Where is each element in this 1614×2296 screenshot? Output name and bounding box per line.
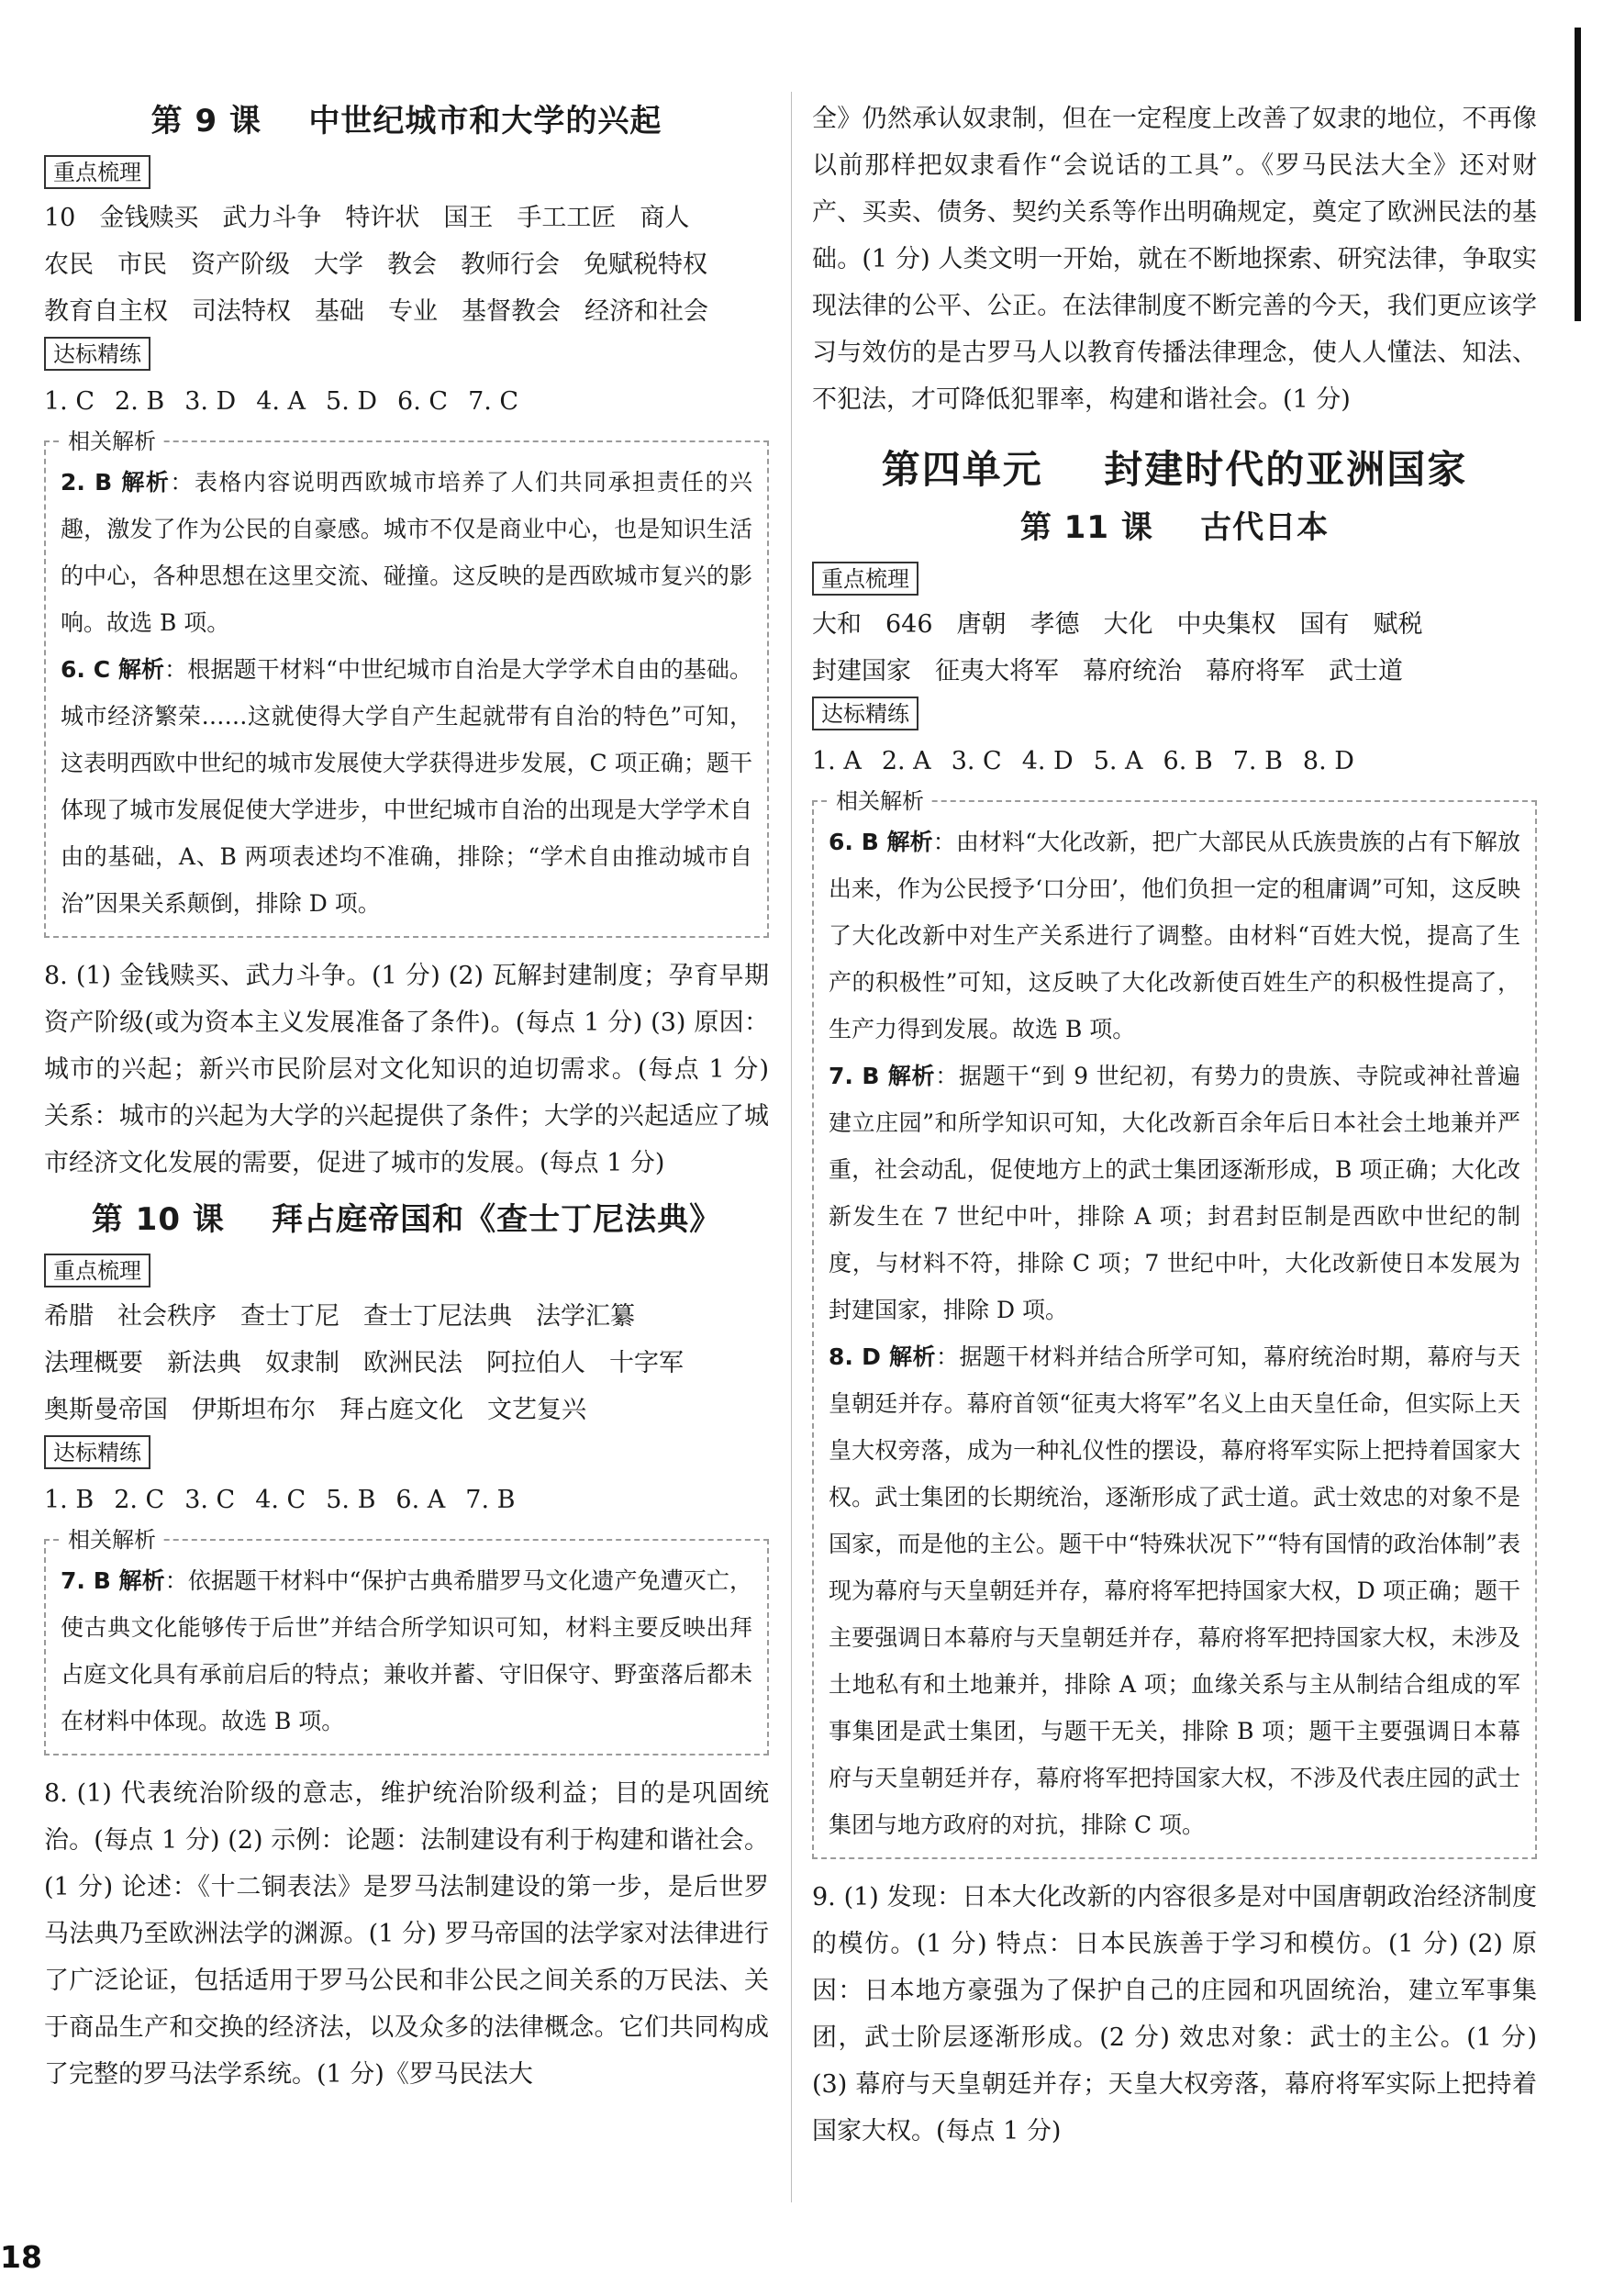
lesson-11-keyword-item: 大和 [812,610,862,639]
lesson-11-title: 第 11 课 古代日本 [1019,509,1330,546]
lesson-11-keyword-item: 幕府统治 [1083,657,1182,685]
lesson-9-answer-item: 4. A [256,387,306,416]
lesson-11-analysis-item: 6. B 解析：由材料“大化改新，把广大部民从氏族贵族的占有下解放出来，作为公民授予‘口分田’，他们负担一定的租庸调”可知，这反映了大化改新中对生产关系进行了调整。由材料“百姓大悦，提高了生产的积极性”可知，这反映了大化改新使百姓生产的积极性提高了，生产力得到发展。故选 B 项。 [829,829,1520,1042]
lesson-10-question-8-continued: 全》仍然承认奴隶制，但在一定程度上改善了奴隶的地位，不再像以前那样把奴隶看作“会说话的工具”。《罗马民法大全》还对财产、买卖、债务、契约关系等作出明确规定，奠定了欧洲民法的基础。(1 分) 人类文明一开始，就在不断地探索、研究法律，争取实现法律的公平、公正。在法律制度不断完善的今天，我们更应该学习与效仿的是古罗马人以教育传播法律理念，使人人懂法、知法、不犯法，才可降低犯罪率，构建和谐社会。(1 分) [812,105,1537,414]
lesson-9-keyword-item: 教师行会 [461,251,560,279]
lesson-11-answer-item: 4. D [1021,747,1074,775]
lesson-11-answer-item: 5. A [1093,747,1143,775]
lesson-10-title: 第 10 课 拜占庭帝国和《查士丁尼法典》 [91,1201,722,1238]
lesson-9-answer-item: 5. D [326,387,378,416]
lesson-9-keyword-item: 专业 [388,297,438,326]
lesson-9-keyword-item: 基础 [315,297,364,326]
unit-4-title: 第四单元 封建时代的亚洲国家 [881,447,1468,492]
lesson-10-key-points-label: 重点梳理 [44,1254,150,1287]
lesson-10-answers [44,1478,769,1522]
lesson-9-question-8: 8. (1) 金钱赎买、武力斗争。(1 分) (2) 瓦解封建制度；孕育早期资产阶级(或为资本主义发展准备了条件)。(每点 1 分) (3) 原因：城市的兴起；新兴市民阶层对文化知识的迫切需求。(每点 1 分) 关系：城市的兴起为大学的兴起提供了条件；大学的兴起适应了城市经济文化发展的需要，促进了城市的发展。(每点 1 分) [44,962,769,1177]
lesson-9-keyword-item: 大学 [314,251,363,279]
lesson-11-answer-item: 2. A [881,747,931,775]
lesson-10-keyword-item: 查士丁尼法典 [363,1302,512,1331]
lesson-10-question-8: 8. (1) 代表统治阶级的意志，维护统治阶级利益；目的是巩固统治。(每点 1 分) (2) 示例：论题：法制建设有利于构建和谐社会。(1 分) 论述：《十二铜表法》是罗马法制建设的第一步，是后世罗马法典乃至欧洲法学的渊源。(1 分) 罗马帝国的法学家对法律进行了广泛论证，包括适用于罗马公民和非公民之间关系的万民法、关于商品生产和交换的经济法，以及众多的法律概念。它们共同构成了完整的罗马法学系统。(1 分)《罗马民法大 [44,1779,769,2089]
lesson-10-keyword-item: 奴隶制 [265,1349,339,1377]
lesson-11-keyword-item: 孝德 [1030,610,1080,639]
lesson-10-keyword-item: 文艺复兴 [487,1396,586,1424]
lesson-10-answer-item: 6. A [395,1486,446,1514]
lesson-9-keyword-item: 经济和社会 [584,297,708,326]
lesson-10-answer-item: 5. B [326,1486,376,1514]
lesson-11-keyword-item: 武士道 [1329,657,1403,685]
page-edge-bar [1575,28,1581,321]
lesson-10-keyword-item: 阿拉伯人 [486,1349,585,1377]
lesson-9-keyword-item: 金钱赎买 [99,204,199,232]
lesson-10-answer-item: 4. C [255,1486,306,1514]
right-column [812,95,1537,2160]
lesson-9-keyword-item: 国王 [443,204,494,232]
lesson-9-analysis-box [44,429,769,938]
lesson-9-analysis-label: 相关解析 [62,428,161,455]
lesson-9-answers [44,380,769,424]
lesson-10-answer-item: 7. B [465,1486,516,1514]
lesson-11-analysis-box [812,788,1537,1859]
lesson-10-keyword-item: 奥斯曼帝国 [44,1396,168,1424]
lesson-9-practice-label: 达标精练 [44,337,150,371]
left-column [44,88,769,2103]
lesson-10-analysis-item: 7. B 解析：依据题干材料中“保护古典希腊罗马文化遗产免遭灭亡，使古典文化能够传于后世”并结合所学知识可知，材料主要反映出拜占庭文化具有承前启后的特点；兼收并蓄、守旧保守、野蛮落后都未在材料中体现。故选 B 项。 [61,1567,752,1734]
lesson-9-keyword-item: 免赋税特权 [584,251,707,279]
lesson-11-keyword-item: 唐朝 [956,610,1007,639]
lesson-10-keyword-item: 伊斯坦布尔 [192,1396,316,1424]
lesson-11-practice-label: 达标精练 [812,697,918,730]
lesson-11-keywords [812,601,1537,695]
lesson-9-keyword-item: 商人 [640,204,690,232]
lesson-11-keyword-item: 大化 [1103,610,1153,639]
lesson-9-keyword-item: 农民 [44,251,94,279]
lesson-9-keyword-item: 特许状 [345,204,420,232]
lesson-10-answer-item: 2. C [114,1486,165,1514]
column-divider [791,92,792,2202]
lesson-11-keyword-item: 征夷大将军 [935,657,1059,685]
lesson-9-keyword-item: 武力斗争 [222,204,322,232]
lesson-9-answer-item: 3. D [184,387,237,416]
lesson-9-answer-item: 6. C [397,387,449,416]
lesson-10-analysis-box [44,1527,769,1755]
lesson-9-analysis-item: 6. C 解析：根据题干材料“中世纪城市自治是大学学术自由的基础。城市经济繁荣……这就使得大学自产生起就带有自治的特色”可知，这表明西欧中世纪的城市发展使大学获得进步发展，C 项正确；题干体现了城市发展促使大学进步，中世纪城市自治的出现是大学学术自由的基础，A、B 两项表述均不准确，排除；“学术自由推动城市自治”因果关系颠倒，排除 D 项。 [61,656,752,917]
lesson-9-analysis-item: 2. B 解析：表格内容说明西欧城市培养了人们共同承担责任的兴趣，激发了作为公民的自豪感。城市不仅是商业中心，也是知识生活的中心，各种思想在这里交流、碰撞。这反映的是西欧城市复兴的影响。故选 B 项。 [61,469,752,636]
lesson-10-analysis-label: 相关解析 [62,1526,161,1554]
lesson-11-answer-item: 1. A [812,747,862,775]
lesson-9-answer-item: 2. B [115,387,165,416]
lesson-9-keywords [44,195,769,335]
lesson-11-keyword-item: 封建国家 [812,657,911,685]
lesson-11-key-points-label: 重点梳理 [812,562,918,596]
lesson-9-title: 第 9 课 中世纪城市和大学的兴起 [150,103,662,139]
lesson-9-keyword-item: 教会 [387,251,437,279]
lesson-11-keyword-item: 幕府将军 [1206,657,1305,685]
lesson-10-keyword-item: 法理概要 [44,1349,143,1377]
lesson-9-answer-item: 7. C [468,387,519,416]
lesson-11-keyword-item: 赋税 [1373,610,1423,639]
lesson-11-analysis-item: 8. D 解析：据题干材料并结合所学可知，幕府统治时期，幕府与天皇朝廷并存。幕府首领“征夷大将军”名义上由天皇任命，但实际上天皇大权旁落，成为一种礼仪性的摆设，幕府将军实际上把持着国家大权。武士集团的长期统治，逐渐形成了武士道。武士效忠的对象不是国家，而是他的主公。题干中“特殊状况下”“特有国情的政治体制”表现为幕府与天皇朝廷并存，幕府将军把持国家大权，D 项正确；题干主要强调日本幕府与天皇朝廷并存，幕府将军把持国家大权，未涉及土地私有和土地兼并，排除 A 项；血缘关系与主从制结合组成的军事集团是武士集团，与题干无关，排除 B 项；题干主要强调日本幕府与天皇朝廷并存，幕府将军把持国家大权，不涉及代表庄园的武士集团与地方政府的对抗，排除 C 项。 [829,1343,1520,1838]
lesson-9-keyword-item: 手工工匠 [517,204,617,232]
lesson-10-keyword-item: 社会秩序 [117,1302,217,1331]
lesson-9-key-points-label: 重点梳理 [44,155,150,189]
lesson-11-answers [812,740,1537,784]
lesson-10-answer-item: 1. B [44,1486,95,1514]
lesson-9-keyword-item: 资产阶级 [191,251,290,279]
lesson-11-answer-item: 3. C [951,747,1002,775]
lesson-9-keyword-item: 市民 [117,251,167,279]
lesson-9-keyword-item: 基督教会 [462,297,561,326]
lesson-11-keyword-item: 中央集权 [1176,610,1276,639]
lesson-9-keyword-item: 10 [44,204,76,232]
lesson-11-answer-item: 6. B [1163,747,1213,775]
lesson-11-question-9: 9. (1) 发现：日本大化改新的内容很多是对中国唐朝政治经济制度的模仿。(1 分) 特点：日本民族善于学习和模仿。(1 分) (2) 原因：日本地方豪强为了保护自己的庄园和巩固统治，建立军事集团，武士阶层逐渐形成。(2 分) 效忠对象：武士的主公。(1 分) (3) 幕府与天皇朝廷并存；天皇大权旁落，幕府将军实际上把持着国家大权。(每点 1 分) [812,1883,1537,2146]
page-number: 18 [0,2239,42,2275]
lesson-10-keyword-item: 法学汇纂 [536,1302,635,1331]
lesson-10-keyword-item: 希腊 [44,1302,94,1331]
lesson-9-answer-item: 1. C [44,387,95,416]
lesson-10-keyword-item: 查士丁尼 [240,1302,339,1331]
lesson-11-keyword-item: 646 [885,610,933,639]
lesson-10-keywords [44,1293,769,1433]
lesson-11-answer-item: 8. D [1302,747,1354,775]
lesson-10-keyword-item: 新法典 [167,1349,241,1377]
lesson-10-keyword-item: 拜占庭文化 [339,1396,463,1424]
lesson-10-keyword-item: 欧洲民法 [363,1349,462,1377]
lesson-11-answer-item: 7. B [1232,747,1283,775]
lesson-11-analysis-label: 相关解析 [830,787,929,815]
lesson-10-keyword-item: 十字军 [609,1349,684,1377]
lesson-11-analysis-item: 7. B 解析：据题干“到 9 世纪初，有势力的贵族、寺院或神社普遍建立庄园”和所学知识可知，大化改新百余年后日本社会土地兼并严重，社会动乱，促使地方上的武士集团逐渐形成，B 项正确；大化改新发生在 7 世纪中叶，排除 A 项；封君封臣制是西欧中世纪的制度，与材料不符，排除 C 项；7 世纪中叶，大化改新使日本发展为封建国家，排除 D 项。 [829,1063,1520,1323]
lesson-9-keyword-item: 司法特权 [192,297,291,326]
lesson-10-practice-label: 达标精练 [44,1435,150,1469]
lesson-9-keyword-item: 教育自主权 [44,297,168,326]
lesson-10-answer-item: 3. C [184,1486,236,1514]
lesson-11-keyword-item: 国有 [1299,610,1350,639]
